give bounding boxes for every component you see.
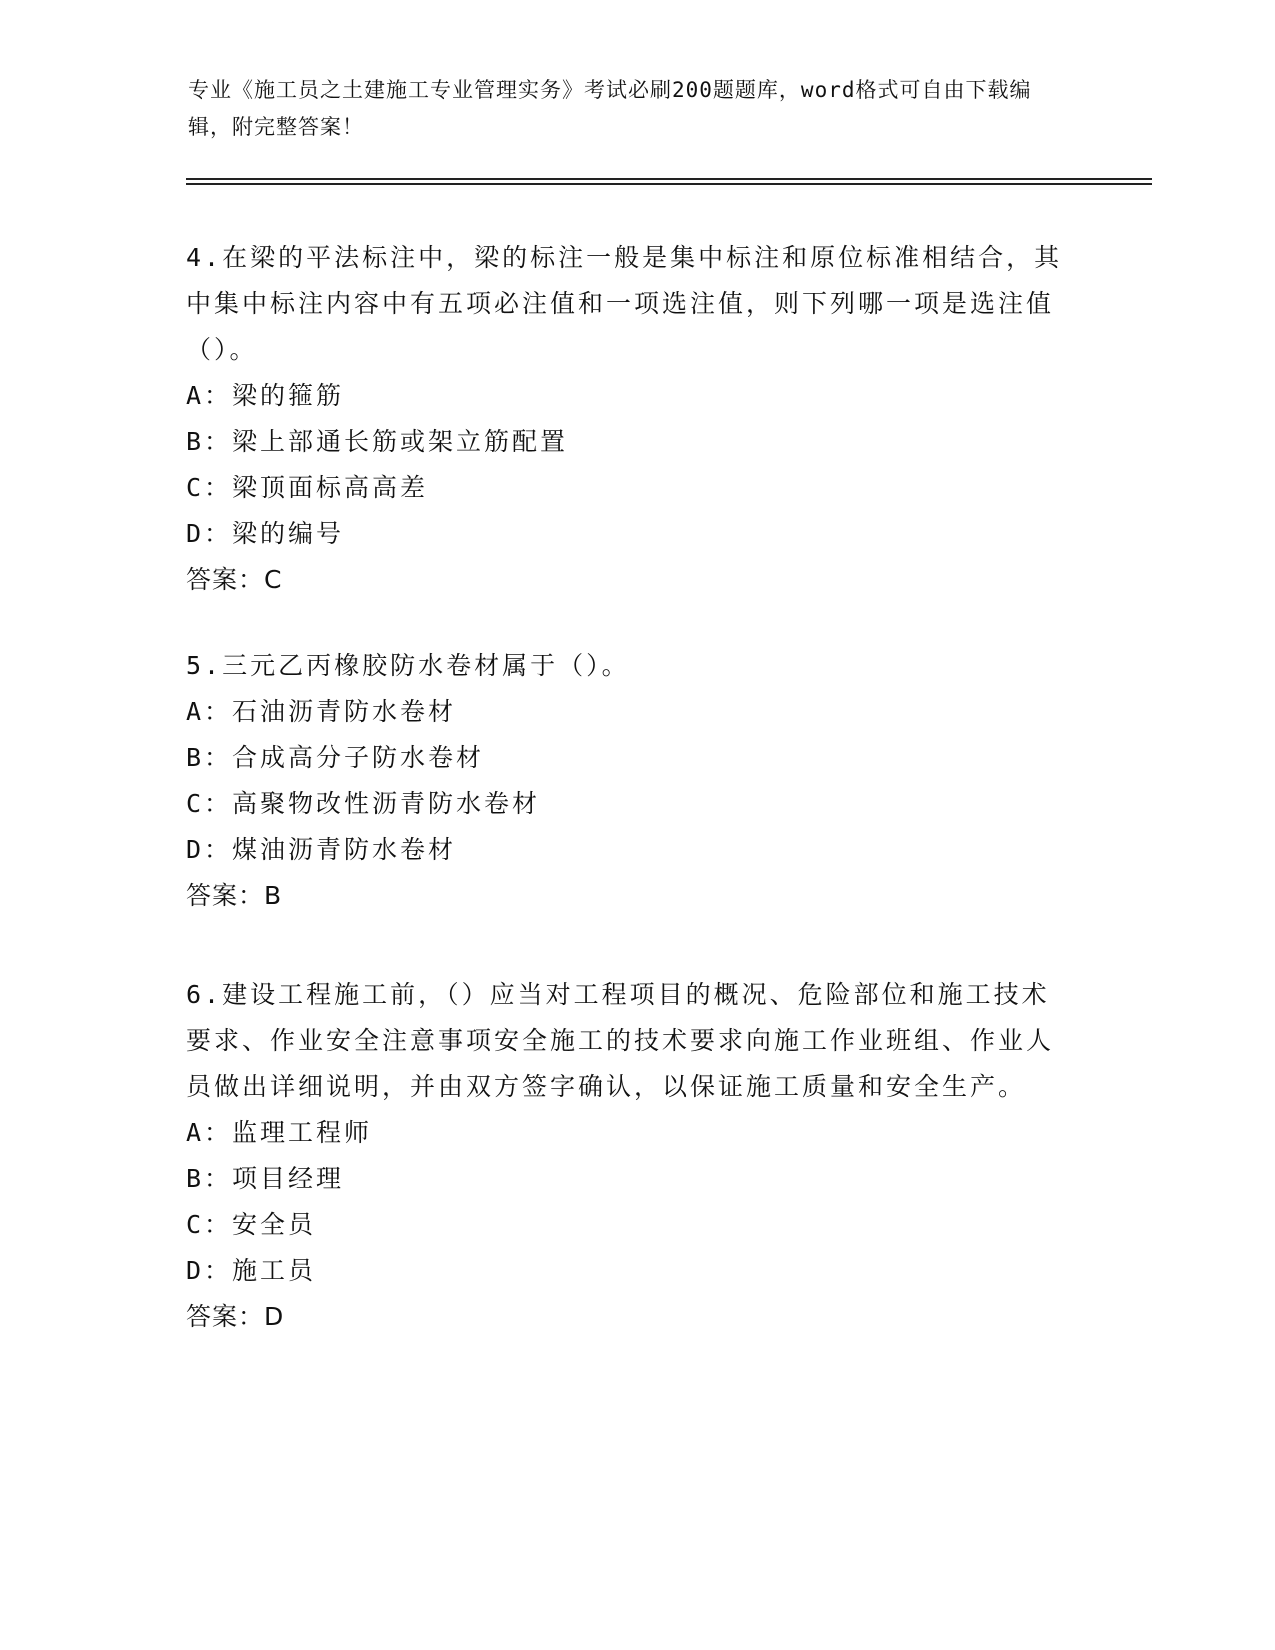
option-d: D：梁的编号 [186,519,345,548]
document-header: 专业《施工员之土建施工专业管理实务》考试必刷200题题库，word格式可自由下载编辑，附完整答案！ [188,78,1032,139]
header-divider-top [186,178,1152,180]
question-6 [186,972,1066,1340]
option-b: B：梁上部通长筋或架立筋配置 [186,427,569,456]
option-b: B：项目经理 [186,1164,345,1193]
option-c: C：安全员 [186,1210,317,1239]
answer: 答案：B [186,881,283,910]
option-a: A：梁的箍筋 [186,381,345,410]
header-divider-bottom [186,183,1152,185]
answer: 答案：D [186,1302,285,1331]
answer: 答案：C [186,565,283,594]
question-stem: 4.在梁的平法标注中，梁的标注一般是集中标注和原位标准相结合，其中集中标注内容中有五项必注值和一项选注值，则下列哪一项是选注值（）。 [186,243,1063,364]
option-b: B：合成高分子防水卷材 [186,743,485,772]
option-d: D：施工员 [186,1256,317,1285]
option-c: C：梁顶面标高高差 [186,473,429,502]
option-a: A：石油沥青防水卷材 [186,697,457,726]
question-stem: 5.三元乙丙橡胶防水卷材属于（）。 [186,651,630,680]
option-c: C：高聚物改性沥青防水卷材 [186,789,541,818]
option-a: A：监理工程师 [186,1118,373,1147]
question-4 [186,235,1066,603]
question-5 [186,643,1066,919]
question-stem: 6.建设工程施工前，（）应当对工程项目的概况、危险部位和施工技术要求、作业安全注意事项安全施工的技术要求向施工作业班组、作业人员做出详细说明，并由双方签字确认，以保证施工质量和安全生产。 [186,980,1055,1101]
option-d: D：煤油沥青防水卷材 [186,835,457,864]
